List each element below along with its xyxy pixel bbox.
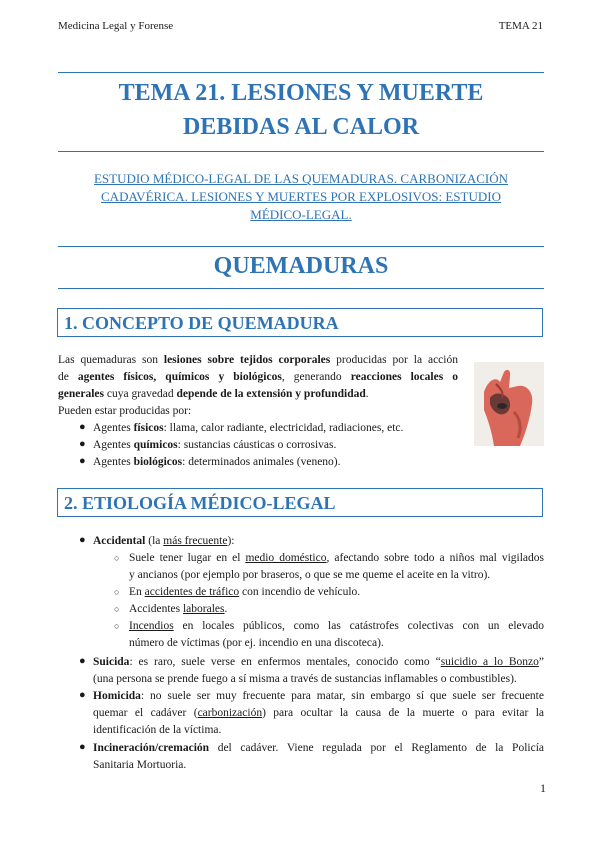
list-subitem-continued: número de víctimas (por ej. incendio en una discoteca).: [129, 637, 384, 649]
text: del cadáver. Viene regulada por el Reglamento de la Policía: [209, 742, 544, 754]
divider: [58, 151, 544, 152]
text: : determinados animales (veneno).: [182, 456, 341, 468]
text-bold: generales: [58, 388, 104, 400]
text-bold: lesiones sobre tejidos corporales: [163, 354, 331, 366]
text: Agentes: [93, 439, 134, 451]
paragraph-line: [58, 352, 458, 369]
text-bold: químicos: [133, 439, 178, 451]
page-title-line-1: TEMA 21. LESIONES Y MUERTE: [118, 80, 484, 106]
text-bold: Homicida: [93, 690, 141, 702]
heading-concepto: [57, 308, 543, 337]
list-item: [93, 740, 544, 756]
list-subitem: [129, 584, 360, 600]
bullet-icon: ●: [79, 741, 86, 753]
list-subitem: [129, 601, 227, 617]
text-bold: Incineración/cremación: [93, 742, 210, 754]
text-underlined: medio doméstico: [245, 552, 327, 564]
text-underlined: carbonización: [197, 707, 263, 719]
list-subitem-continued: y ancianos (por ejemplo por braseros, o que se me queme el aceite en la vitro).: [129, 569, 491, 581]
page-number: 1: [540, 781, 546, 795]
paragraph-line: [58, 369, 458, 386]
subtitle-line-1: ESTUDIO MÉDICO-LEGAL DE LAS QUEMADURAS. CARBONIZACIÓN: [93, 171, 509, 186]
burned-hand-image: [474, 362, 544, 446]
page-subtitle: [64, 170, 538, 224]
bullet-icon: ●: [79, 421, 86, 433]
text: quemar el cadáver (: [93, 707, 198, 719]
divider: [58, 288, 544, 289]
subtitle-line-2: CADAVÉRICA. LESIONES Y MUERTES POR EXPLOSIVOS: ESTUDIO: [101, 189, 501, 204]
text-underlined: más frecuente: [163, 535, 228, 547]
text: (la: [145, 535, 164, 547]
bullet-icon: ●: [79, 689, 86, 701]
text-bold: biológicos: [133, 456, 183, 468]
list-item: [93, 420, 403, 436]
section-title: QUEMADURAS: [213, 253, 389, 279]
text: .: [365, 388, 369, 400]
circle-bullet-icon: ○: [114, 604, 120, 614]
text-bold: agentes físicos, químicos y biológicos: [77, 371, 282, 383]
heading-etiologia: [57, 488, 543, 517]
list-item: [93, 688, 544, 704]
circle-bullet-icon: ○: [114, 553, 120, 563]
circle-bullet-icon: ○: [114, 621, 120, 631]
list-subitem: [129, 618, 544, 634]
bullet-icon: ●: [79, 655, 86, 667]
circle-bullet-icon: ○: [114, 587, 120, 597]
text: con incendio de vehículo.: [239, 586, 361, 598]
bullet-icon: ●: [79, 534, 86, 546]
text-underlined: suicidio a lo Bonzo: [440, 656, 539, 668]
list-item-continued: identificación de la víctima.: [93, 724, 222, 736]
text: : no suele ser muy frecuente para matar, sin embargo sí que suele ser frecuente: [140, 690, 544, 702]
text: Las quemaduras son: [58, 354, 164, 366]
text: .: [224, 603, 228, 615]
list-item-continued: Sanitaria Mortuoria.: [93, 759, 187, 771]
divider: [58, 246, 544, 247]
text: Agentes: [93, 456, 134, 468]
text: En: [129, 586, 145, 598]
bullet-icon: ●: [79, 438, 86, 450]
list-subitem: [129, 550, 544, 566]
list-item: [93, 437, 336, 453]
subtitle-line-3: MÉDICO-LEGAL.: [250, 207, 352, 222]
text-bold: físicos: [133, 422, 164, 434]
list-item: [93, 533, 234, 549]
text: , afectando sobre todo a niños mal vigilados: [326, 552, 544, 564]
page-title: [58, 76, 544, 144]
text: : sustancias cáusticas o corrosivas.: [177, 439, 337, 451]
text: cuya gravedad: [103, 388, 177, 400]
heading-concepto-text: 1. CONCEPTO DE QUEMADURA: [64, 313, 339, 333]
text-bold: reacciones locales o: [350, 371, 458, 383]
paragraph-line: [58, 386, 458, 403]
text: ) para ocultar la causa de la muerte o para evitar la: [262, 707, 545, 719]
text: : es raro, suele verse en enfermos mentales, conocido como “: [129, 656, 441, 668]
list-item: [93, 654, 544, 670]
list-item-continued: (una persona se prende fuego a sí misma a través de sustancias inflamables o combustibles).: [93, 673, 517, 685]
text-underlined: accidentes de tráfico: [144, 586, 240, 598]
text-bold: depende de la extensión y profundidad: [176, 388, 366, 400]
text: : llama, calor radiante, electricidad, radiaciones, etc.: [163, 422, 404, 434]
divider: [58, 72, 544, 73]
list-item: [93, 454, 341, 470]
text: de: [58, 371, 78, 383]
text: ”: [538, 656, 544, 668]
text: Agentes: [93, 422, 134, 434]
running-header-right: TEMA 21: [498, 20, 543, 32]
text: ):: [227, 535, 235, 547]
page-title-line-2: DEBIDAS AL CALOR: [182, 114, 420, 140]
list-item-continued: [93, 705, 544, 721]
text-underlined: laborales: [182, 603, 225, 615]
text: Suele tener lugar en el: [129, 552, 246, 564]
bullet-icon: ●: [79, 455, 86, 467]
running-header-left: Medicina Legal y Forense: [58, 20, 174, 32]
paragraph-line: Pueden estar producidas por:: [58, 405, 192, 417]
text: en locales públicos, como las catástrofes colectivas con un elevado: [173, 620, 544, 632]
text-bold: Suicida: [93, 656, 130, 668]
text: Accidentes: [129, 603, 183, 615]
text-underlined: Incendios: [129, 620, 174, 632]
heading-etiologia-text: 2. ETIOLOGÍA MÉDICO-LEGAL: [64, 493, 336, 513]
text: producidas por la acción: [330, 354, 458, 366]
text-bold: Accidental: [93, 535, 146, 547]
text: , generando: [281, 371, 351, 383]
